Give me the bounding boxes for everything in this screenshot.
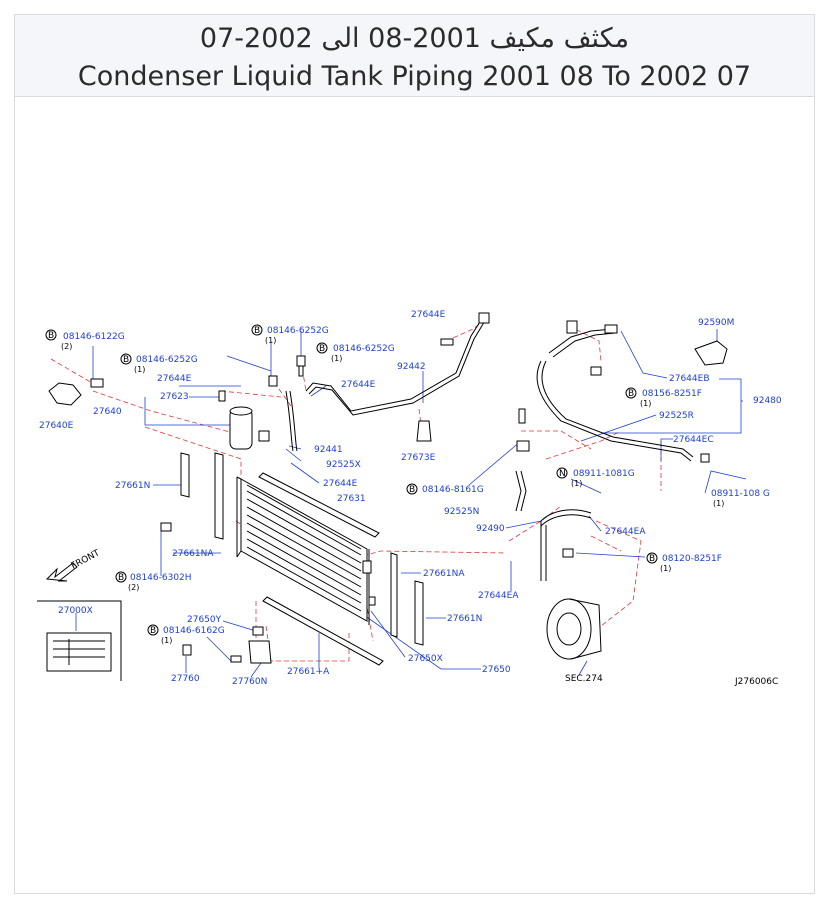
- part-label: 08156-8251F: [642, 389, 702, 399]
- part-label: 08146-6162G: [163, 626, 225, 636]
- part-label: 27644EB: [669, 374, 710, 384]
- part-label: 27650Y: [187, 615, 222, 625]
- part-label: 92442: [397, 362, 426, 372]
- diagram-code: J276006C: [735, 677, 779, 687]
- part-label: 27640E: [39, 421, 74, 431]
- part-qty: (1): [713, 499, 725, 508]
- part-qty: (1): [571, 479, 583, 488]
- part-label: 08146-6252G: [267, 326, 329, 336]
- title-english: Condenser Liquid Tank Piping 2001 08 To 2002 07: [77, 61, 752, 92]
- part-label: 27661NA: [423, 569, 465, 579]
- bolt-badge-6: B: [409, 485, 416, 495]
- bolt-badge-1: B: [48, 331, 55, 341]
- part-qty: (2): [128, 583, 140, 592]
- part-label: 92525X: [326, 460, 361, 470]
- part-label: 08911-108 G: [711, 489, 770, 499]
- part-label: 08911-1081G: [573, 469, 635, 479]
- part-qty: (1): [161, 636, 173, 645]
- part-label: 27623: [160, 392, 189, 402]
- part-label: 27644E: [341, 380, 376, 390]
- title-header: [15, 15, 814, 97]
- section-ref: SEC.274: [565, 674, 603, 684]
- bolt-badge-2: B: [123, 355, 130, 365]
- part-label: 08146-6302H: [130, 573, 192, 583]
- part-label: 27760: [171, 674, 200, 684]
- bolt-badge-4: B: [319, 344, 326, 354]
- part-label: 27661N: [447, 614, 483, 624]
- part-label: 27650X: [408, 654, 443, 664]
- part-label: 08146-8161G: [422, 485, 484, 495]
- bolt-badge-7: B: [118, 573, 125, 583]
- part-label: 27661+A: [287, 667, 330, 677]
- part-qty: (1): [640, 399, 652, 408]
- part-qty: (1): [331, 354, 343, 363]
- part-label: 27644EA: [605, 527, 646, 537]
- part-label: 08120-8251F: [662, 554, 722, 564]
- part-label: 27640: [93, 407, 122, 417]
- part-label: 27644E: [411, 310, 446, 320]
- part-label: 08146-6252G: [136, 355, 198, 365]
- part-label: 92525R: [659, 411, 694, 421]
- parts-diagram-svg: [15, 305, 814, 725]
- part-label: 08146-6122G: [63, 332, 125, 342]
- part-label: 27644E: [157, 374, 192, 384]
- part-label: 27644EC: [673, 435, 714, 445]
- part-label: 27000X: [58, 606, 93, 616]
- part-label: 92480: [753, 396, 782, 406]
- part-label: 27760N: [232, 677, 268, 687]
- part-label: 27644E: [323, 479, 358, 489]
- bolt-badge-5: B: [628, 389, 635, 399]
- part-label: 27661NA: [172, 549, 214, 559]
- part-label: 92441: [314, 445, 343, 455]
- part-label: 27644EA: [478, 591, 519, 601]
- part-label: 92590M: [698, 318, 735, 328]
- part-label: 27661N: [115, 481, 151, 491]
- part-label: 92525N: [444, 507, 480, 517]
- front-label: FRONT: [69, 548, 102, 572]
- nut-badge: N: [559, 469, 566, 479]
- bolt-badge-9: B: [150, 626, 157, 636]
- part-qty: (2): [61, 342, 73, 351]
- bolt-badge-3: B: [254, 326, 261, 336]
- part-label: 27631: [337, 494, 366, 504]
- part-qty: (1): [660, 564, 672, 573]
- part-label: 27650: [482, 665, 511, 675]
- liquid-tank: [219, 391, 252, 449]
- pressure-switch: [695, 341, 727, 365]
- diagram-card: [14, 14, 815, 894]
- part-qty: (1): [265, 336, 277, 345]
- bolt-badge-8: B: [649, 554, 656, 564]
- part-label: 92490: [476, 524, 505, 534]
- parts-diagram: [15, 305, 814, 725]
- compressor: [547, 599, 601, 659]
- part-qty: (1): [134, 365, 146, 374]
- part-label: 27673E: [401, 453, 436, 463]
- part-labels: [39, 310, 782, 687]
- title-arabic: مكثف مكيف 2001-08 الى 2002-07: [199, 23, 630, 54]
- part-label: 08146-6252G: [333, 344, 395, 354]
